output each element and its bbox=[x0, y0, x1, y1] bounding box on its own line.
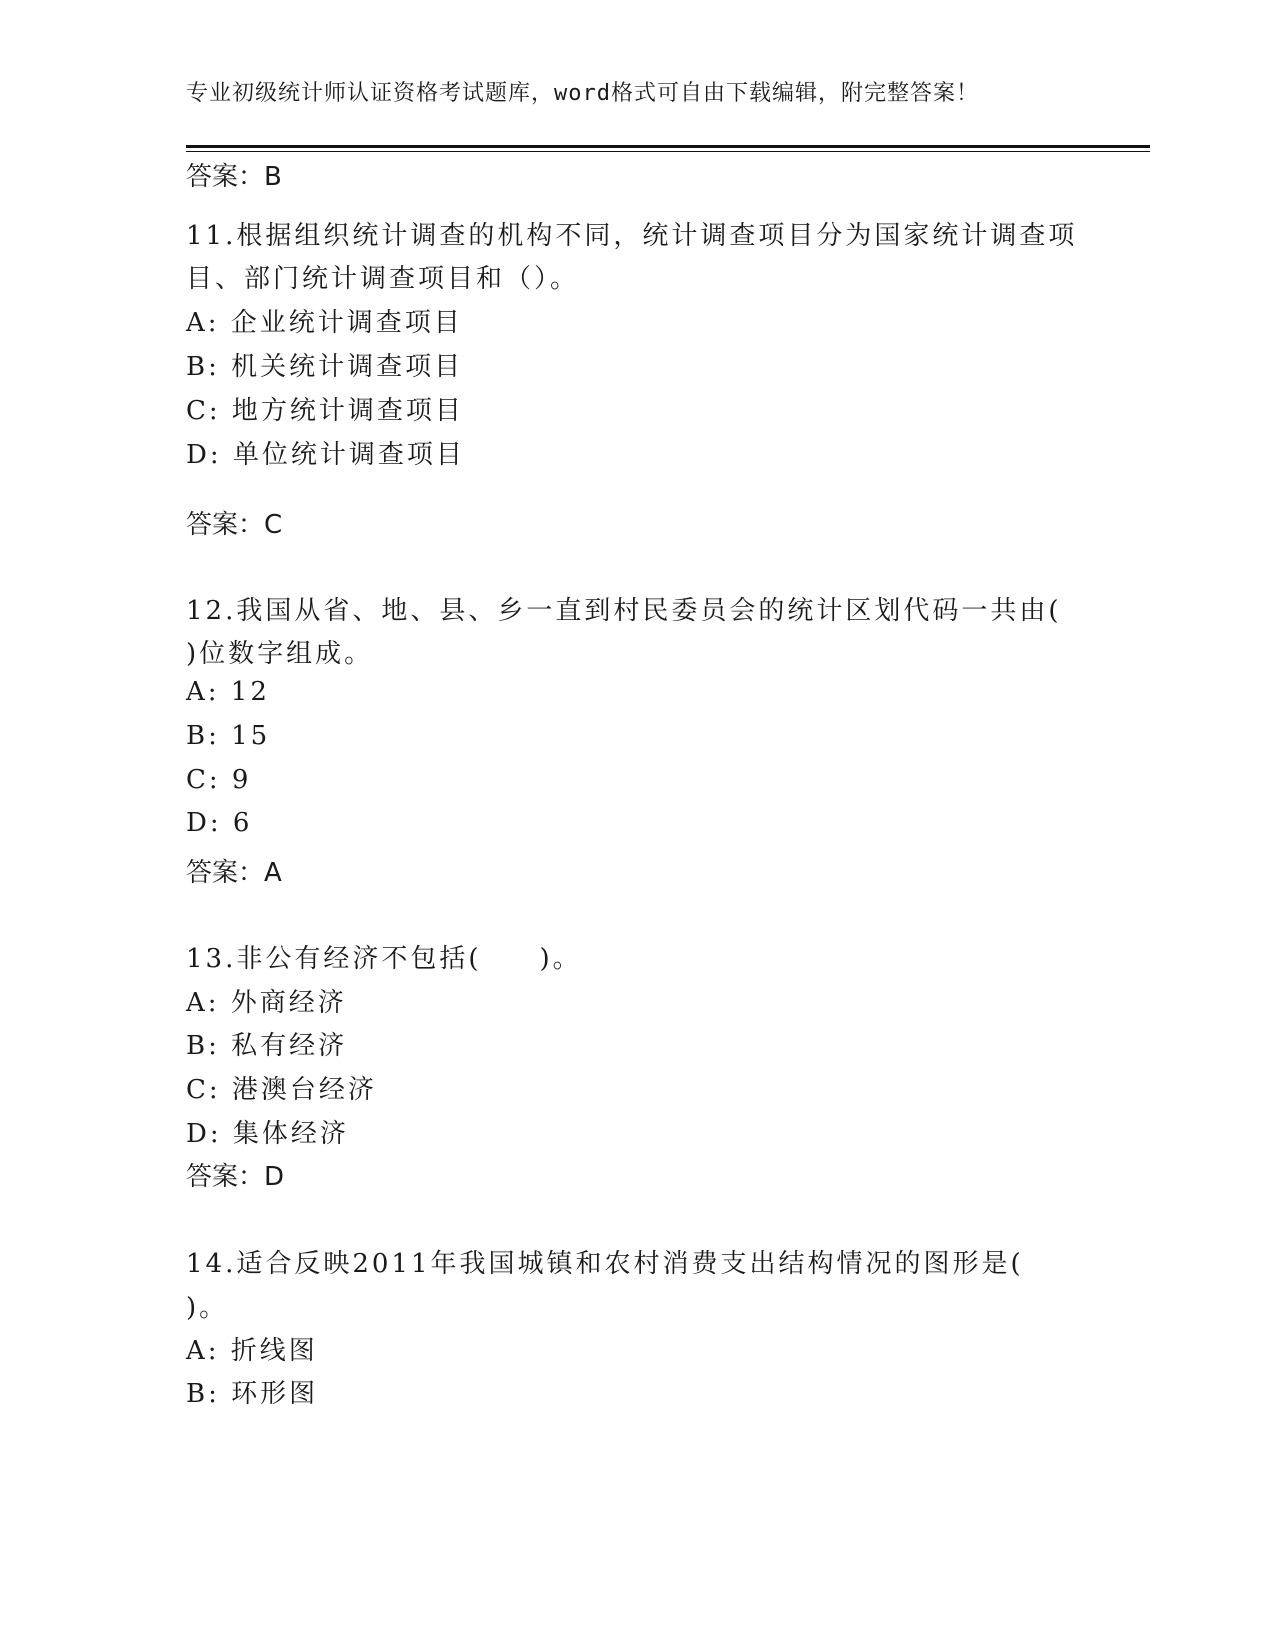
q13-option-d: D: 集体经济 bbox=[186, 1119, 349, 1149]
q11-option-b: B: 机关统计调查项目 bbox=[186, 352, 464, 382]
q14-stem-line1: 14.适合反映2011年我国城镇和农村消费支出结构情况的图形是( bbox=[186, 1249, 1024, 1279]
q12-option-b: B: 15 bbox=[186, 721, 271, 751]
q13-answer: 答案：D bbox=[186, 1162, 285, 1192]
q11-option-a: A: 企业统计调查项目 bbox=[186, 308, 463, 338]
q11-option-d: D: 单位统计调查项目 bbox=[186, 440, 465, 470]
q11-option-c: C: 地方统计调查项目 bbox=[186, 396, 464, 426]
q11-answer: 答案：C bbox=[186, 510, 283, 540]
q12-option-c: C: 9 bbox=[186, 765, 252, 795]
q12-option-d: D: 6 bbox=[186, 808, 253, 838]
page-header: 专业初级统计师认证资格考试题库，word格式可自由下载编辑，附完整答案！ bbox=[186, 81, 979, 106]
q13-option-c: C: 港澳台经济 bbox=[186, 1075, 377, 1105]
q13-option-b: B: 私有经济 bbox=[186, 1031, 348, 1061]
q14-stem-line2: )。 bbox=[186, 1293, 229, 1323]
q12-answer: 答案：A bbox=[186, 858, 282, 888]
q14-option-b: B: 环形图 bbox=[186, 1379, 319, 1409]
q13-stem-line1: 13.非公有经济不包括( )。 bbox=[186, 944, 582, 974]
q11-stem-line1: 11.根据组织统计调查的机构不同，统计调查项目分为国家统计调查项 bbox=[186, 221, 1078, 251]
q12-stem-line2: )位数字组成。 bbox=[186, 639, 374, 669]
q13-option-a: A: 外商经济 bbox=[186, 988, 347, 1018]
q11-stem-line2: 目、部门统计调查项目和（）。 bbox=[186, 264, 580, 294]
header-rule-thin bbox=[186, 151, 1150, 152]
q14-option-a: A: 折线图 bbox=[186, 1336, 318, 1366]
q12-option-a: A: 12 bbox=[186, 677, 270, 707]
answer-prev: 答案：B bbox=[186, 162, 282, 192]
q12-stem-line1: 12.我国从省、地、县、乡一直到村民委员会的统计区划代码一共由( bbox=[186, 596, 1062, 626]
header-rule-thick bbox=[186, 145, 1150, 148]
